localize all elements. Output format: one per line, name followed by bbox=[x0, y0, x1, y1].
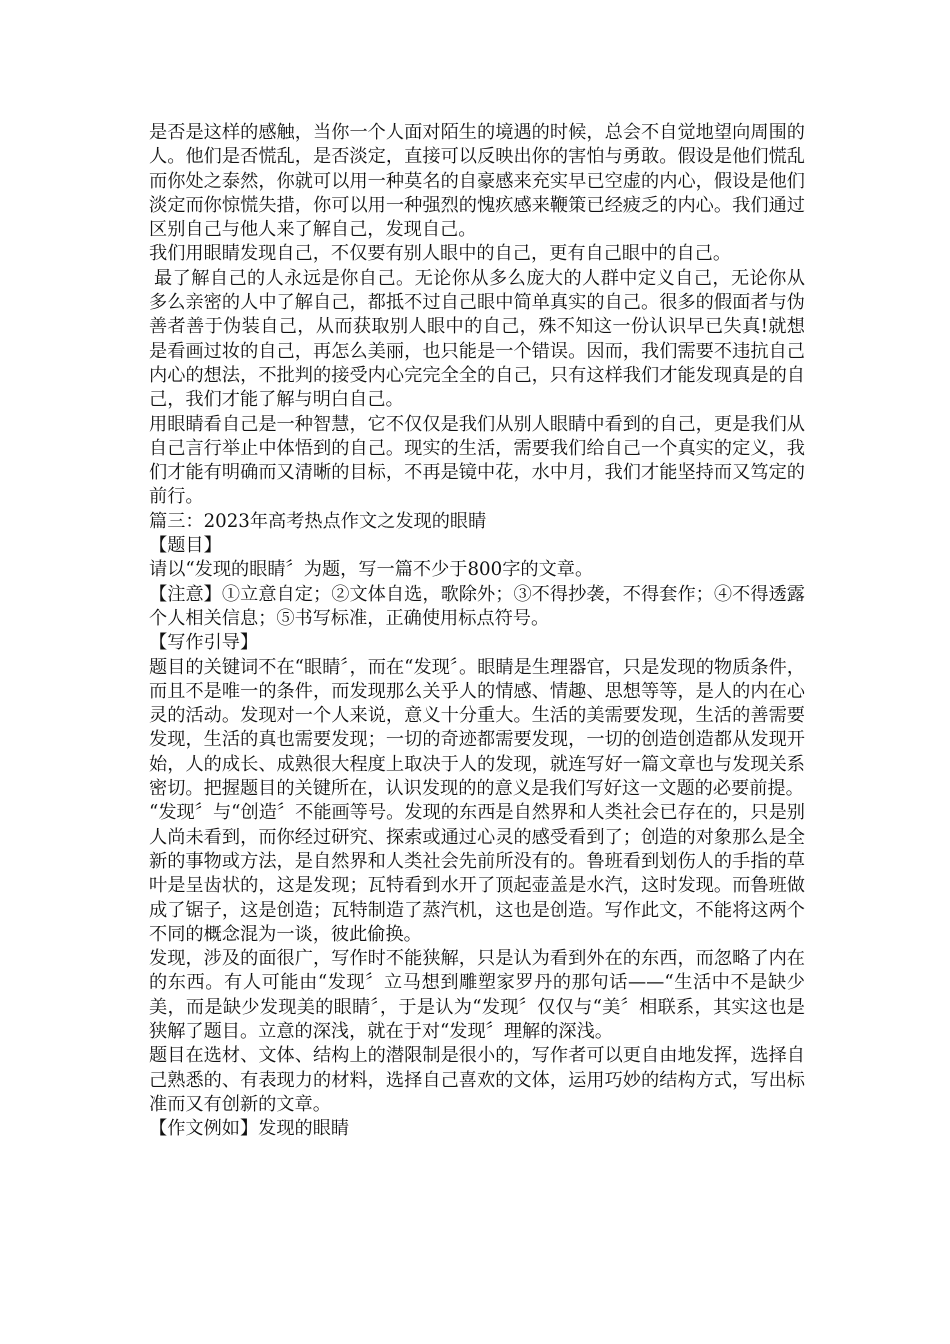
notice-paragraph: 【注意】①立意自定；②文体自选，歌除外；③不得抄袭，不得套作；④不得透露个人相关信息；⑤书写标准，正确使用标点符号。 bbox=[149, 583, 805, 629]
paragraph: 是否是这样的感触，当你一个人面对陌生的境遇的时候，总会不自觉地望向周围的人。他们是否慌乱，是否淡定，直接可以反映出你的害怕与勇敢。假设是他们慌乱而你处之泰然，你就可以用一种莫名的自豪感来充实早已空虚的内心，假设是他们淡定而你惊慌失措，你可以用一种强烈的愧疚感来鞭策已经疲乏的内心。我们通过区别自己与他人来了解自己，发现自己。 bbox=[149, 122, 805, 241]
topic-label: 【题目】 bbox=[149, 535, 222, 557]
example-heading: 【作文例如】发现的眼睛 bbox=[149, 1118, 350, 1140]
paragraph: 题目在选材、文体、结构上的潜限制是很小的，写作者可以更自由地发挥，选择自己熟悉的、有表现力的材料，选择自己喜欢的文体，运用巧妙的结构方式，写出标准而又有创新的文章。 bbox=[149, 1045, 805, 1115]
paragraph: 题目的关键词不在“眼睛〞，而在“发现〞。眼睛是生理器官，只是发现的物质条件，而且不是唯一的条件，而发现那么关乎人的情感、情趣、思想等等，是人的内在心灵的活动。发现对一个人来说，意义十分重大。生活的美需要发现，生活的善需要发现，生活的真也需要发现；一切的奇迹都需要发现，一切的创造创造都从发现开始，人的成长、成熟很大程度上取决于人的发现，就连写好一篇文章也与发现关系密切。把握题目的关键所在，认识发现的的意义是我们写好这一文题的必要前提。 bbox=[149, 656, 805, 800]
paragraph: 请以“发现的眼睛〞为题，写一篇不少于800字的文章。 bbox=[149, 559, 594, 581]
paragraph: 我们用眼睛发现自己，不仅要有别人眼中的自己，更有自己眼中的自己。 bbox=[149, 243, 732, 265]
paragraph: “发现〞与“创造〞不能画等号。发现的东西是自然界和人类社会已存在的，只是别人尚未看到，而你经过研究、探索或通过心灵的感受看到了；创造的对象那么是全新的事物或方法，是自然界和人类社会先前所没有的。鲁班看到划伤人的手指的草叶是呈齿状的，这是发现；瓦特看到水开了顶起壶盖是水汽，这时发现。而鲁班做成了锯子，这是创造；瓦特制造了蒸汽机，这也是创造。写作此文，不能将这两个不同的概念混为一谈，彼此偷换。 bbox=[149, 802, 805, 945]
section-heading: 篇三：2023年高考热点作文之发现的眼睛 bbox=[149, 510, 487, 532]
paragraph: 最了解自己的人永远是你自己。无论你从多么庞大的人群中定义自己，无论你从多么亲密的人中了解自己，都抵不过自己眼中简单真实的自己。很多的假面者与伪善者善于伪装自己，从而获取别人眼中的自己，殊不知这一份认识早已失真!就想是看画过妆的自己，再怎么美丽，也只能是一个错误。因而，我们需要不违抗自己内心的想法，不批判的接受内心完完全全的自己，只有这样我们才能发现真是的自己，我们才能了解与明白自己。 bbox=[149, 267, 805, 411]
document-body bbox=[149, 121, 805, 1141]
paragraph: 用眼睛看自己是一种智慧，它不仅仅是我们从别人眼睛中看到的自己，更是我们从自己言行举止中体悟到的自己。现实的生活，需要我们给自己一个真实的定义，我们才能有明确而又清晰的目标，不再是镜中花，水中月，我们才能坚持而又笃定的前行。 bbox=[149, 413, 805, 508]
paragraph: 发现，涉及的面很广，写作时不能狭解，只是认为看到外在的东西，而忽略了内在的东西。有人可能由“发现〞立马想到雕塑家罗丹的那句话——“生活中不是缺少美，而是缺少发现美的眼睛〞，于是认为“发现〞仅仅与“美〞相联系，其实这也是狭解了题目。立意的深浅，就在于对“发现〞理解的深浅。 bbox=[149, 948, 805, 1042]
guide-label: 【写作引导】 bbox=[149, 632, 259, 654]
